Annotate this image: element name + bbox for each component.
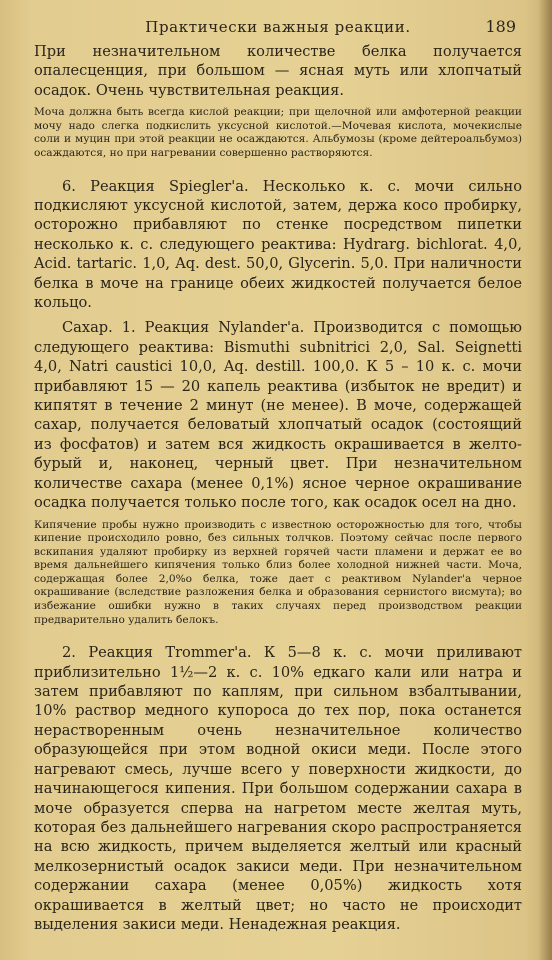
paragraph-trommer-reaction: 2. Реакция Trommer'a. К 5—8 к. с. мочи приливают приблизительно 1½—2 к. с. 10% едкаго кали или натра и затем прибавляют по каплям, при сильном взбалтывании, 10% раствор медного купороса до тех пор, пока останется нерастворенным очень незначительное количество образующейся при этом водной окиси меди. После этого нагревают смесь, лучше всего у поверхности жидкости, до начинающегося кипения. При большом содержании сахара в моче образуется сперва на нагретом месте желтая муть, которая без дальнейшего нагревания скоро распространяется на всю жидкость, причем выделяется желтый или красный мелкозернистый осадок закиси меди. При незначительном содержании сахара (менее 0,05%) жидкость хотя окрашивается в желтый цвет; но часто не происходит выделения закиси меди. Ненадежная реакция. — [34, 644, 522, 933]
paragraph-opalescence: При незначительном количестве белка получается опалесценция, при большом — ясная муть или хлопчатый осадок. Очень чувствительная реакция. — [34, 43, 522, 99]
page-edge-shadow — [538, 0, 552, 960]
paragraph-spiegler-reaction: 6. Реакция Spiegler'a. Несколько к. с. мочи сильно подкисляют уксусной кислотой, затем, держа косо пробирку, осторожно прибавляют по стенке посредством пипетки несколько к. с. следующего реактива: Hydrarg. bichlorat. 4,0, Acid. tartaric. 1,0, Aq. dest. 50,0, Glycerin. 5,0. При наличности белка в моче на границе обеих жидкостей получается белое кольцо. — [34, 177, 522, 312]
note-acid-reaction: Моча должна быть всегда кислой реакции; при щелочной или амфотерной реакции мочу надо слегка подкислить уксусной кислотой.—Мочевая кислота, мочекислые соли и муцин при этой реакции не осаждаются. Альбумозы (кроме дейтероальбумоз) осаждаются, но при нагревании совершенно растворяются. — [34, 106, 522, 159]
running-head: Практически важныя реакции. — [145, 18, 411, 36]
note-boiling: Кипячение пробы нужно производить с известною осторожностью для того, чтобы кипение происходило ровно, без сильных толчков. Поэтому сейчас после первого вскипания удаляют пробирку из верхней горячей части пламени и держат ее во время дальнейшего кипячения только близ более холодной нижней части. Моча, содержащая более 2,0%о белка, тоже дает с реактивом Nylander'a черное окрашивание (вследствие разложения белка и образования сернистого висмута); во избежание ошибки нужно в таких случаях перед производством реакции предварительно удалить белокъ. — [34, 518, 522, 626]
page-number: 189 — [485, 17, 516, 36]
paragraph-nylander-reaction: Сахар. 1. Реакция Nylander'a. Производится с помощью следующего реактива: Bismuthi subnitrici 2,0, Sal. Seignetti 4,0, Natri caustici 10,0, Aq. destill. 100,0. К 5 – 10 к. с. мочи прибавляют 15 — 20 капель реактива (избыток не вредит) и кипятят в течение 2 минут (не менее). В моче, содержащей сахар, получается беловатый хлопчатый осадок (состоящий из фосфатов) и затем вся жидкость окрашивается в желто-бурый и, наконец, черный цвет. При незначительном количестве сахара (менее 0,1%) ясное черное окрашивание осадка получается только после того, как осадок осел на дно. — [34, 319, 522, 512]
page-header — [34, 14, 522, 42]
